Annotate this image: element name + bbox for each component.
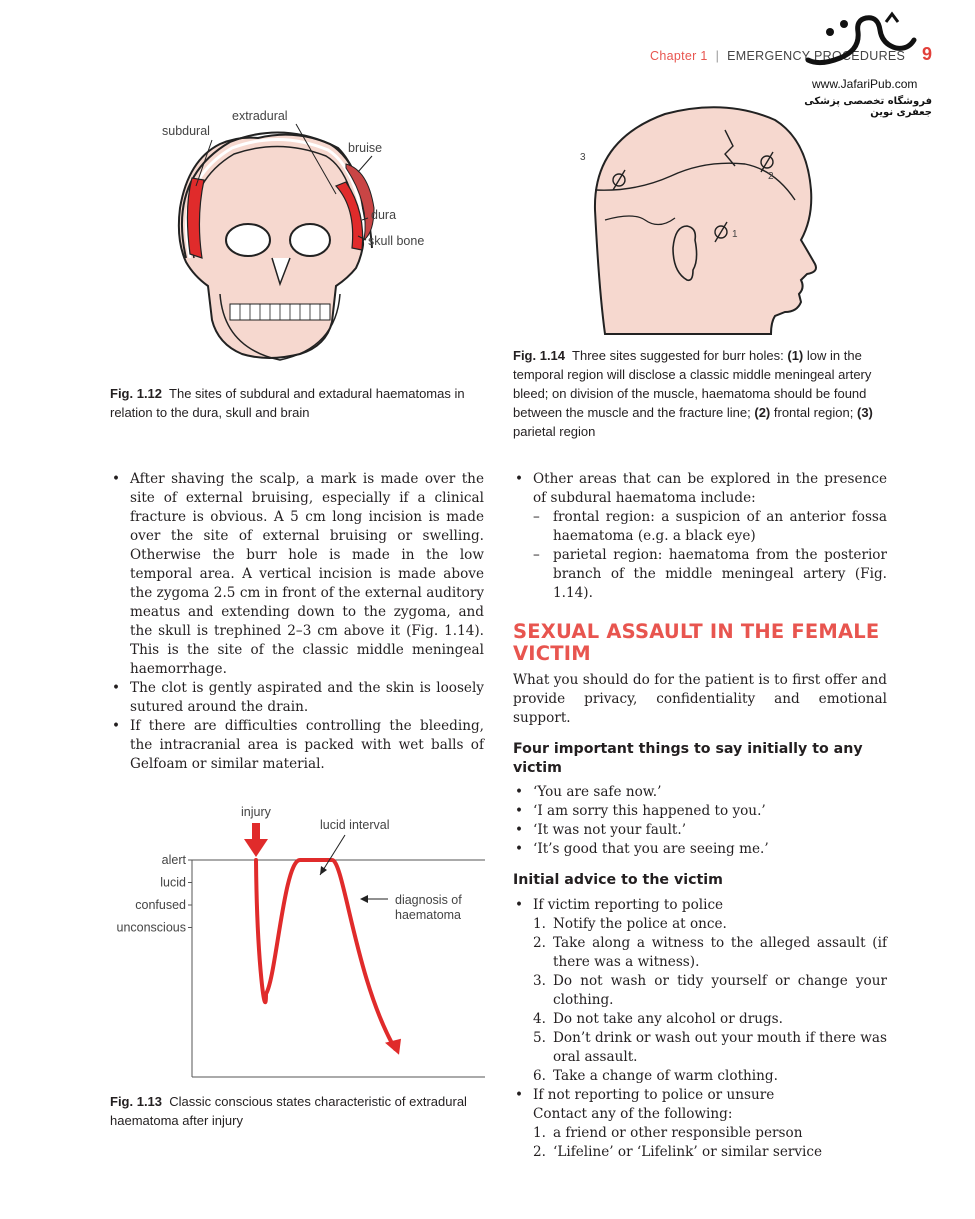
section-title: SEXUAL ASSAULT IN THE FEMALE VICTIM: [513, 620, 880, 665]
list-item: 2. Take along a witness to the alleged assault (if there was a witness).: [533, 935, 887, 970]
caption-text: Classic conscious states characteristic of extradural haematoma after injury: [110, 1094, 467, 1128]
header-separator: |: [715, 49, 720, 63]
watermark-logo-icon: [800, 10, 920, 72]
annotation-diagnosis-1: diagnosis of: [395, 893, 462, 907]
y-tick-label: alert: [161, 853, 186, 867]
annotation-lucid-interval: lucid interval: [320, 818, 390, 832]
figure-1-13-chart: [110, 795, 490, 1085]
list-item: • ‘You are safe now.’: [513, 783, 887, 802]
watermark-url: www.JafariPub.com: [812, 77, 918, 91]
y-tick-label: unconscious: [116, 920, 186, 935]
y-tick-label: lucid: [160, 875, 186, 890]
figure-1-12-caption: [110, 384, 485, 422]
list-item: 1. Notify the police at once.: [533, 916, 727, 932]
right-column-text: [513, 470, 887, 1162]
burr-site-3: 3: [580, 152, 586, 163]
section-label: EMERGENCY PROCEDURES: [727, 49, 906, 63]
consciousness-curve: [256, 860, 395, 1049]
list-item: • ‘I am sorry this happened to you.’: [513, 802, 887, 821]
injury-arrow-shaft: [252, 823, 260, 841]
caption-number: Fig. 1.13: [110, 1094, 163, 1109]
list-item: 1. a friend or other responsible person: [533, 1125, 803, 1141]
list-item: – parietal region: haematoma from the posterior branch of the middle meningeal artery (Fig. 1.14).: [533, 546, 887, 603]
list-item: • The clot is gently aspirated and the skin is loosely sutured around the drain.: [110, 679, 484, 717]
list-item: • If victim reporting to police 1. Notify the police at once. 2. Take along a witness to the alleged assault (if there was a witness). 3. Do not wash or tidy yourself or change your clothing. 4. Do not take any alcohol or drugs. 5. Don’t drink or wash out your mouth if there was oral assault. 6. Take a change of warm clothing.: [513, 896, 887, 1086]
list-item: 5. Don’t drink or wash out your mouth if there was oral assault.: [533, 1030, 887, 1065]
chapter-label: Chapter 1: [650, 49, 708, 63]
annotation-injury: injury: [241, 805, 271, 819]
list-item: 4. Do not take any alcohol or drugs.: [533, 1011, 783, 1027]
list-item: • ‘It was not your fault.’: [513, 821, 887, 840]
list-item: 2. ‘Lifeline’ or ‘Lifelink’ or similar service: [533, 1144, 823, 1160]
list-item: • ‘It’s good that you are seeing me.’: [513, 840, 887, 859]
list-item: – frontal region: a suspicion of an anterior fossa haematoma (e.g. a black eye): [533, 508, 887, 546]
curve-arrowhead: [385, 1039, 401, 1055]
watermark-shop: فروشگاه تخصصی پزشکی جعفری نوین: [804, 96, 932, 118]
subheading-initial-advice: Initial advice to the victim: [513, 872, 723, 888]
injury-arrow-head: [244, 839, 268, 857]
list-item: 6. Take a change of warm clothing.: [533, 1068, 778, 1084]
label-dura: dura: [371, 208, 397, 222]
label-extradural: extradural: [232, 109, 288, 123]
left-column-text: [110, 470, 484, 774]
burr-site-1: 1: [732, 229, 738, 240]
figure-1-13-caption: [110, 1092, 486, 1130]
burr-site-2: 2: [768, 171, 774, 182]
caption-text: The sites of subdural and extadural haematomas in relation to the dura, skull and brain: [110, 386, 465, 420]
list-item: • After shaving the scalp, a mark is made over the site of external bruising, especially if a clinical fracture is obvious. A 5 cm long incision is made over the site of external bruising or swelling. Otherwise the burr hole is made in the low temporal area. A vertical incision is made above the zygoma 2.5 cm in front of the external auditory meatus and extending down to the zygoma, and the skull is trephined 2–3 cm above it (Fig. 1.14). This is the site of the classic middle meningeal haemorrhage.: [110, 470, 484, 679]
list-item: 3. Do not wash or tidy yourself or change your clothing.: [533, 973, 887, 1008]
subheading-four-things: Four important things to say initially to any victim: [513, 741, 863, 776]
caption-number: Fig. 1.14: [513, 348, 566, 363]
annotation-diagnosis-2: haematoma: [395, 908, 462, 922]
caption-number: Fig. 1.12: [110, 386, 163, 401]
list-item: • If there are difficulties controlling the bleeding, the intracranial area is packed with wet balls of Gelfoam or similar material.: [110, 717, 484, 774]
label-skull-bone: skull bone: [368, 234, 425, 248]
section-intro: What you should do for the patient is to first offer and provide privacy, confidentiality and emotional support.: [513, 672, 887, 726]
label-subdural: subdural: [162, 124, 210, 138]
figure-1-14-head: [575, 100, 845, 335]
page-number: 9: [922, 44, 933, 64]
label-bruise: bruise: [348, 141, 383, 155]
figure-1-14-caption: Fig. 1.14 Three sites suggested for burr holes: (1) low in the temporal region will disclose a classic middle meningeal artery bleed; on division of the muscle, haematoma should be found between the muscle and the fracture line; (2) frontal region; (3) parietal region: [513, 348, 873, 439]
list-item: • If not reporting to police or unsure Contact any of the following: 1. a friend or other responsible person 2. ‘Lifeline’ or ‘Lifelink’ or similar service: [513, 1086, 887, 1162]
list-item: • Other areas that can be explored in the presence of subdural haematoma include: – frontal region: a suspicion of an anterior fossa haematoma (e.g. a black eye) – parietal region: haematoma from the posterior branch of the middle meningeal artery (Fig. 1.14).: [513, 470, 887, 603]
y-tick-label: confused: [135, 898, 186, 912]
